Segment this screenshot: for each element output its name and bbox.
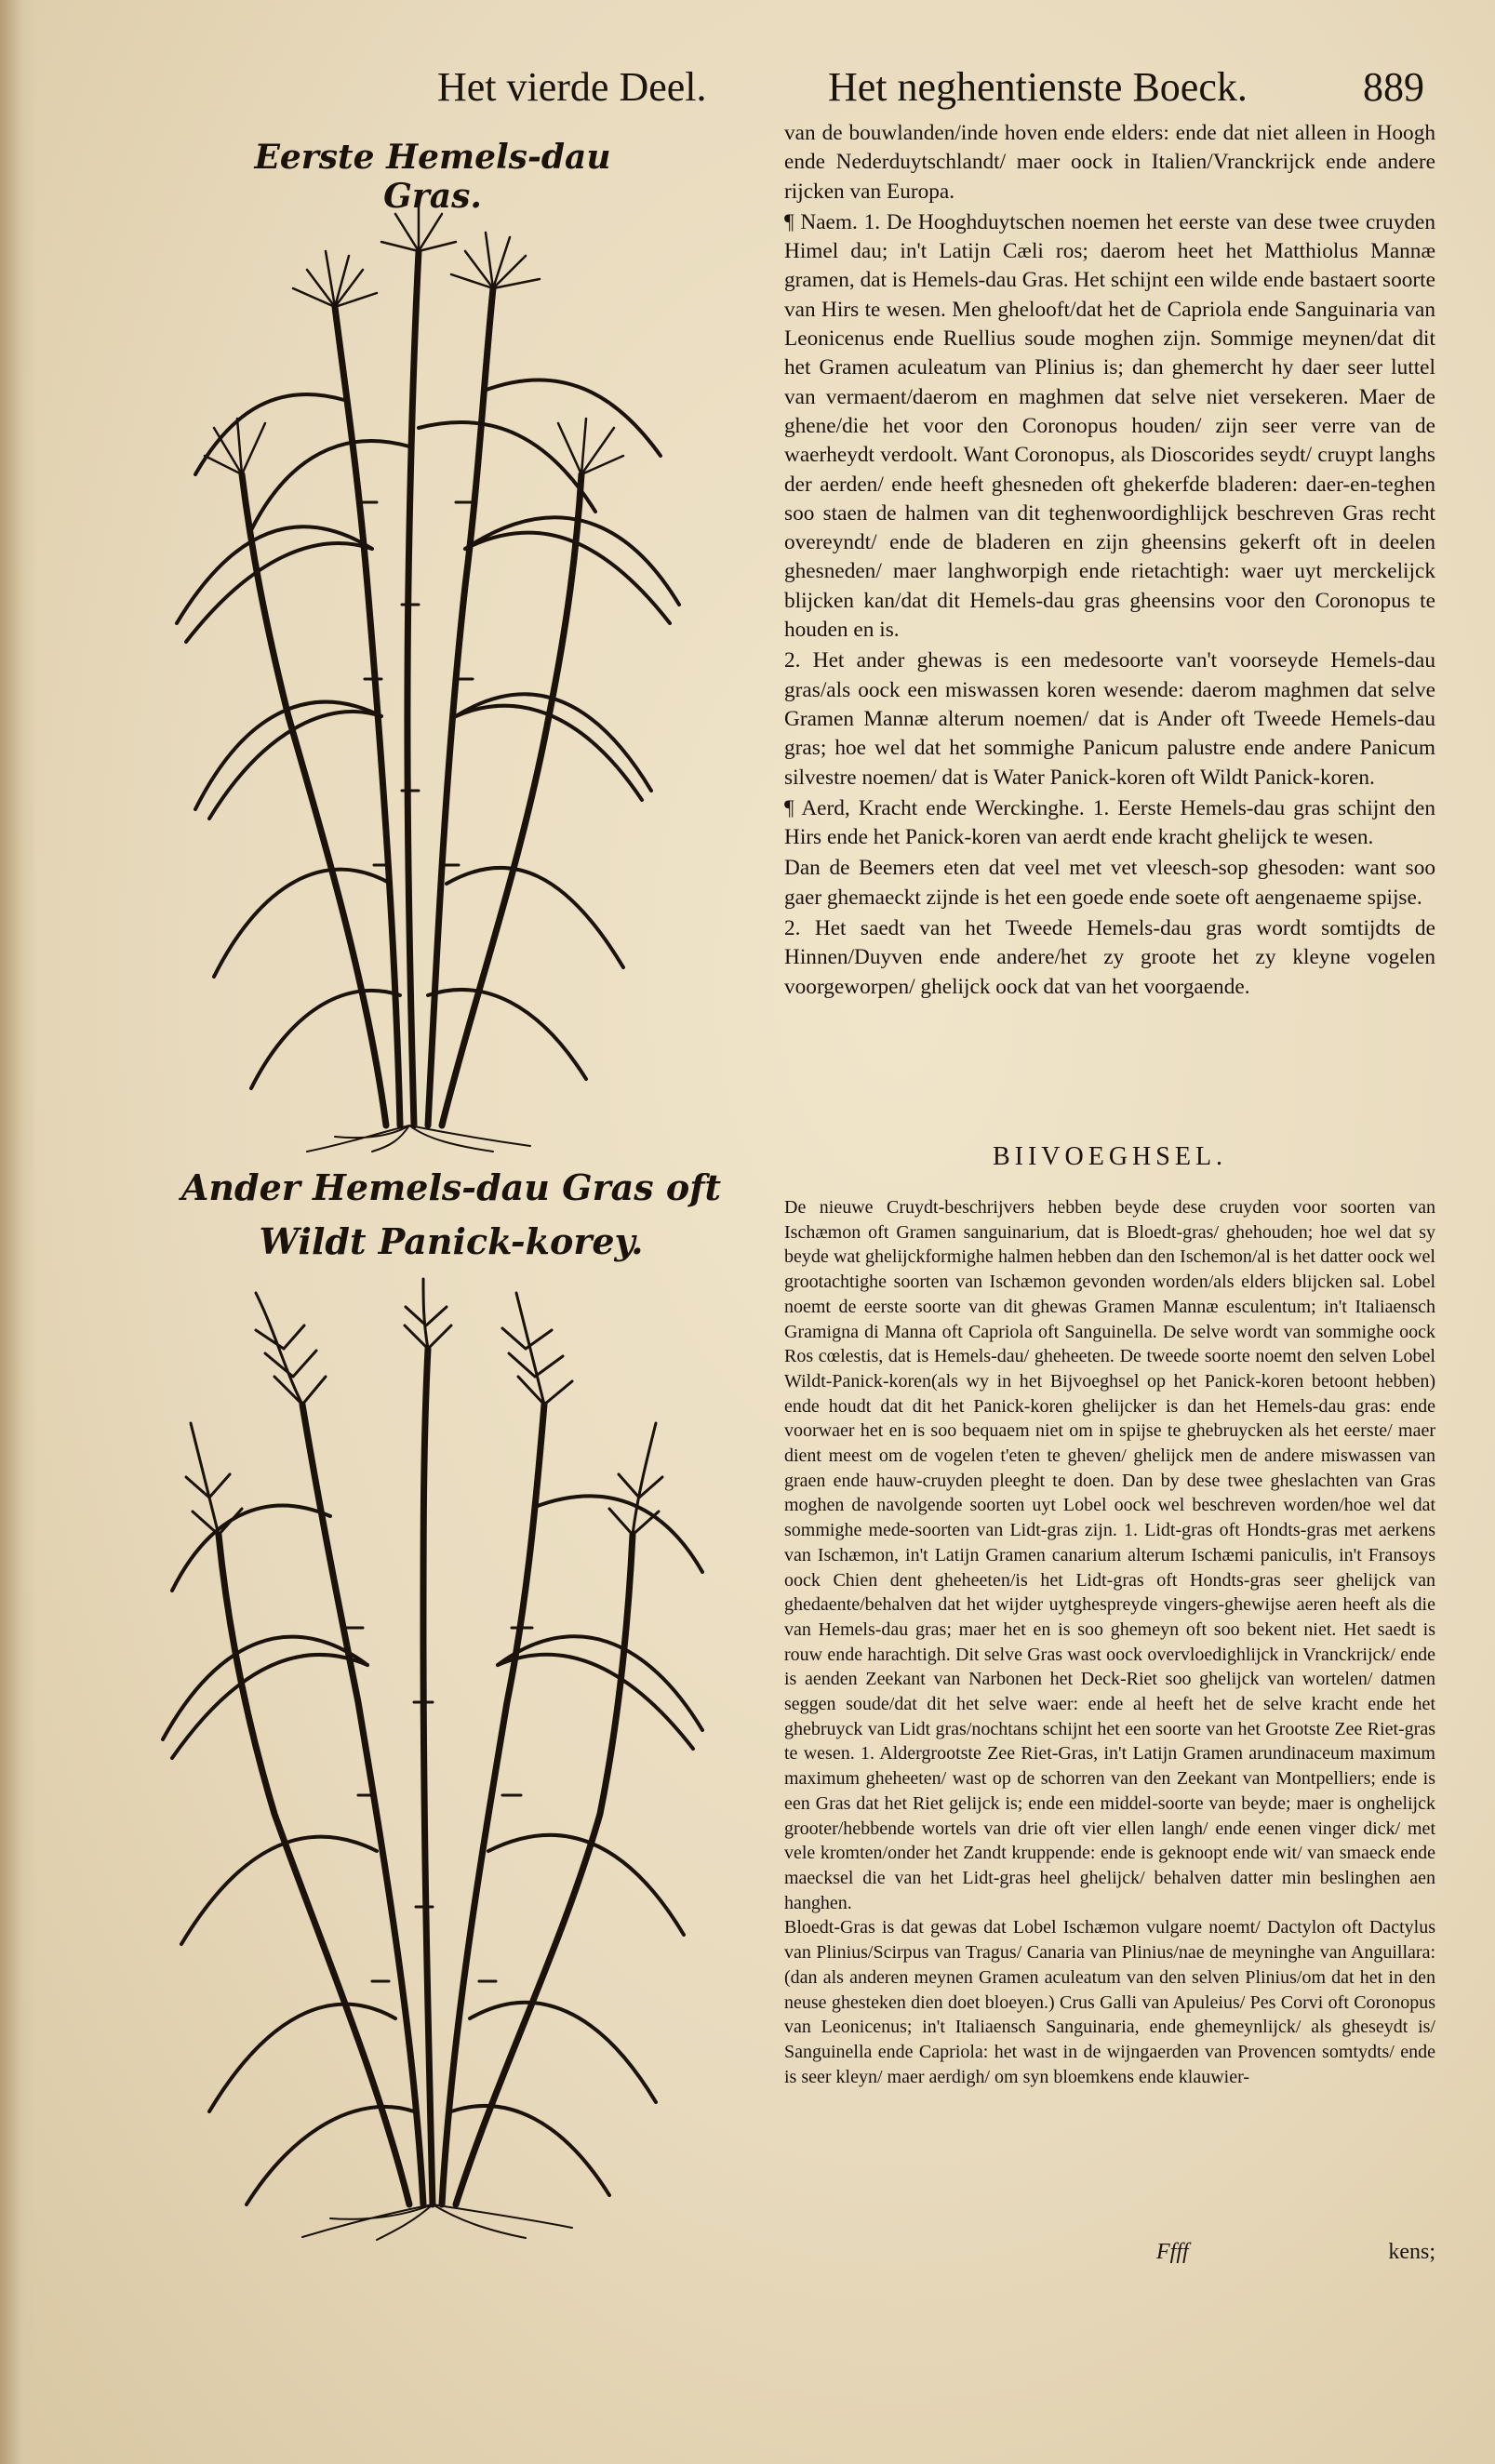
catchword: kens; (1388, 2240, 1435, 2264)
section-heading: BIIVOEGHSEL. (992, 1142, 1228, 1171)
woodcut-first-grass-illustration (158, 195, 716, 1153)
plate-title-second: Ander Hemels-dau Gras oft Wildt Panick-korey. (180, 1166, 722, 1262)
paragraph: De nieuwe Cruydt-beschrijvers hebben beyde dese cruyden voor soorten van Ischæmon oft Gramen sanguinarium, dat is Bloedt-gras/ ghehouden; hoe wel dat sy beyde wat ghelijckformighe halmen hebben dan den Ischemon/al is het datter oock wel grootachtighe soorten van Ischæmon gevonden worden/als elders blijcken sal. Lobel noemt de eerste soorte van dit ghewas Gramen Mannæ esculentum; in't Italiaensch Gramigna di Manna oft Capriola oft Sanguinella. De selve wordt van sommighe oock Ros cœlestis, dat is Hemels-dau/ gheheeten. De tweede soorte noemt den selven Lobel Wildt-Panick-koren(als wy in het Bijvoeghsel op het Panick-koren betoont hebben) ende houdt dat dit het Panick-koren ghelijcker is dan het Hemels-dau gras: ende voorwaer het en is soo bequaem niet om in spijse te ghebruycken als het eerste/ maer dient meest om de vogelen t'eten te gheven/ ghelijck men de andere miswassen van graen ende hauw-cruyden pleeght te doen. Dan by dese twee gheslachten van Gras moghen de navolgende soorten uyt Lobel oock wel beschreven worden/hoe wel dat sommighe mede-soorten van Lidt-gras zijn. 1. Lidt-gras oft Hondts-gras met aerkens van Ischæmon, in't Latijn Gramen canarium alterum Ischæmi paniculis, in't Fransoys oock Chien dent gheheeten/is het Lidt-gras oft Hondts-gras seer ghelijck van ghedaente/behalven dat het wijder uytghespreyde vingers-ghewijse aeren heeft als die van Hemels-dau gras; maer het en is soo ghemeyn oft soo bekent niet. Het saedt is rouw ende harachtigh. Dit selve Gras wast oock overvloedighlijck in Vranckrijck/ ende is aenden Zeekant van Narbonen het Deck-Riet soo ghelijck van wortelen/ datmen seggen soude/dat dit het selve waer: ende al heeft het de selve kracht ende het ghebruyck van Lidt gras/nochtans schijnt het een soorte van het Grootste Zee Riet-gras te wesen. 1. Aldergrootste Zee Riet-Gras, in't Latijn Gramen arundinaceum maximum maximum gheheeten/ wast op de schorren van den Zeekant van Montpelliers; ende is een Gras dat het Riet gelijck is; ende een middel-soorte van beyde; maer is onghelijck grooter/hebbende wortels van drie oft vier ellen langh/ ende eenen vinger dick/ met vele kromten/onder het Zandt kruppende: ende is geknoopt ende wit/ van smaeck ende maecksel die van het Lidt-gras heel ghelijck/ behalven datter min beslinghen aen hanghen. (784, 1197, 1435, 1913)
paragraph: ¶ Naem. 1. De Hooghduytschen noemen het eerste van dese twee cruyden Himel dau; in't Latijn Cæli ros; daerom heet het Matthiolus Mannæ gramen, dat is Hemels-dau Gras. Het schijnt een wilde ende bastaert soorte van Hirs te wesen. Men ghelooft/dat het de Capriola ende Sanguinaria van Leonicenus ende Ruellius soude moghen zijn. Sommige meynen/dat dit het Gramen aculeatum van Plinius is; dan ghemercht hy daer seer luttel van vermaent/daerom en maghmen dat selve niet versekeren. Maer de ghene/die het voor den Coronopus houden/ zijn seer verre van de waerheydt verdoolt. Want Coronopus, als Dioscorides seydt/ cruypt langhs der aerden/ ende heeft ghesneden oft ghekerfde bladeren: daer-en-teghen soo staen de halmen van dit teghenwoordighlijck beschreven Gras recht overeyndt/ ende de bladeren en zijn gheensins gekerft oft in deelen ghesneden/ maer langhworpigh ende rietachtigh: waer uyt merckelijck blijcken kan/dat dit Hemels-dau gras gheensins voor den Coronopus te houden en is. (784, 209, 1435, 643)
page-number: 889 (1363, 64, 1424, 110)
gutter-shadow (0, 0, 37, 2464)
running-head-part: Het vierde Deel. (437, 64, 707, 110)
paragraph: Bloedt-Gras is dat gewas dat Lobel Ischæmon vulgare noemt/ Dactylon oft Dactylus van Plinius/Scirpus van Tragus/ Canaria van Plinius/nae de meyninghe van Anguillara: (dan als anderen meynen Gramen aculeatum van den selven Plinius/om dat het in den neuse ghesteken dien doet bloeyen.) Crus Galli van Apuleius/ Pes Corvi oft Coronopus van Leonicenus; in't Italiaensch Sanguinaria, ende ghemeynlijck/ als gheseydt is/ Sanguinella ende Capriola: het wast in de wijngaerden van Provencen somtydts/ ende is seer kleyn/ maer aerdigh/ om syn bloemkens ende klauwier- (784, 1917, 1435, 2087)
upper-text-column (784, 119, 1435, 1002)
paragraph: van de bouwlanden/inde hoven ende elders: ende dat niet alleen in Hoogh ende Nederduytschlandt/ maer oock in Italien/Vranckrijck ende andere rijcken van Europa. (784, 121, 1435, 204)
woodcut-second-grass-illustration (144, 1274, 730, 2242)
signature-mark: Ffff (1156, 2240, 1189, 2264)
paragraph: 2. Het ander ghewas is een medesoorte van't voorseyde Hemels-dau gras/als oock een miswassen koren wesende: daerom maghmen dat selve Gramen Mannæ alterum noemen/ dat is Ander oft Tweede Hemels-dau gras; hoe wel dat het sommighe Panicum palustre ende andere Panicum silvestre noemen/ dat is Water Panick-koren oft Wildt Panick-koren. (784, 648, 1435, 790)
plate-title-first: Eerste Hemels-dau Gras. (254, 138, 611, 216)
running-head-book: Het neghentienste Boeck. (828, 64, 1248, 110)
paragraph: ¶ Aerd, Kracht ende Werckinghe. 1. Eerste Hemels-dau gras schijnt den Hirs ende het Panick-koren van aerdt ende kracht ghelijck te wesen. (784, 795, 1435, 850)
running-head (437, 54, 1470, 119)
page-footer (784, 2240, 1435, 2270)
paragraph: Dan de Beemers eten dat veel met vet vleesch-sop ghesoden: want soo gaer ghemaeckt zijnde is het een goede ende soete oft aengenaeme spijse. (784, 856, 1435, 910)
lower-text-column (784, 1195, 1435, 2089)
paragraph: 2. Het saedt van het Tweede Hemels-dau gras wordt somtijdts de Hinnen/Duyven ende andere/het zy groote het zy kleyne vogelen voorgeworpen/ ghelijck oock dat van het voorgaende. (784, 916, 1435, 999)
